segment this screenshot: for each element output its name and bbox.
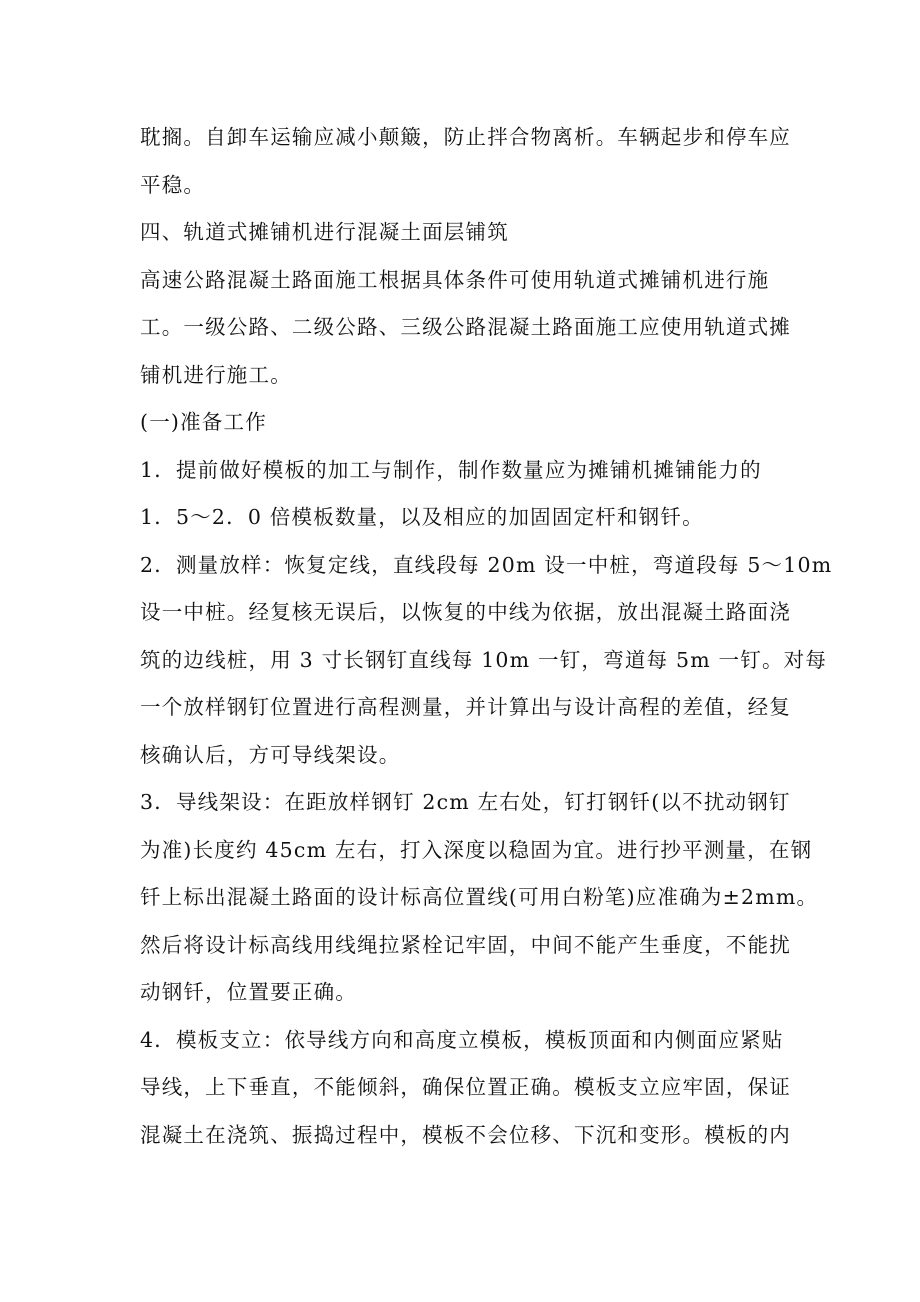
- text-line: 一个放样钢钉位置进行高程测量，并计算出与设计高程的差值，经复: [140, 695, 791, 719]
- text-line: 混凝土在浇筑、振捣过程中，模板不会位移、下沉和变形。模板的内: [140, 1122, 791, 1147]
- text-line: 为准)长度约 45cm 左右，打入深度以稳固为宜。进行抄平测量，在钢: [140, 837, 813, 862]
- text-line: 4．模板支立：依导线方向和高度立模板，模板顶面和内侧面应紧贴: [140, 1027, 784, 1052]
- text-line: 1．5～2．0 倍模板数量，以及相应的加固固定杆和钢钎。: [140, 505, 704, 529]
- text-line: 设一中桩。经复核无误后，以恢复的中线为依据，放出混凝土路面浇: [140, 600, 791, 624]
- text-line: 铺机进行施工。: [140, 362, 292, 387]
- document-body: [140, 114, 833, 1159]
- text-line: 3．导线架设：在距放样钢钉 2cm 左右处，钉打钢钎(以不扰动钢钉: [140, 790, 791, 814]
- text-line: 高速公路混凝土路面施工根据具体条件可使用轨道式摊铺机进行施: [140, 267, 770, 292]
- text-line: 然后将设计标高线用线绳拉紧栓记牢固，中间不能产生垂度，不能扰: [140, 932, 791, 957]
- section-heading: 四、轨道式摊铺机进行混凝土面层铺筑: [140, 220, 509, 244]
- text-line: 钎上标出混凝土路面的设计标高位置线(可用白粉笔)应准确为±2mm。: [140, 885, 819, 909]
- text-line: 1．提前做好模板的加工与制作，制作数量应为摊铺机摊铺能力的: [140, 457, 762, 482]
- text-line: 筑的边线桩，用 3 寸长钢钉直线每 10m 一钉，弯道每 5m 一钉。对每: [140, 647, 828, 672]
- text-line: 导线，上下垂直，不能倾斜，确保位置正确。模板支立应牢固，保证: [140, 1075, 791, 1099]
- text-line: 2．测量放样：恢复定线，直线段每 20m 设一中桩，弯道段每 5～10m: [140, 552, 833, 577]
- text-line: 核确认后，方可导线架设。: [140, 742, 401, 767]
- subsection-heading: (一)准备工作: [140, 410, 267, 434]
- text-line: 平稳。: [140, 172, 206, 197]
- text-line: 动钢钎，位置要正确。: [140, 980, 357, 1004]
- text-line: 耽搁。自卸车运输应减小颠簸，防止拌合物离析。车辆起步和停车应: [140, 125, 791, 149]
- text-line: 工。一级公路、二级公路、三级公路混凝土路面施工应使用轨道式摊: [140, 315, 791, 339]
